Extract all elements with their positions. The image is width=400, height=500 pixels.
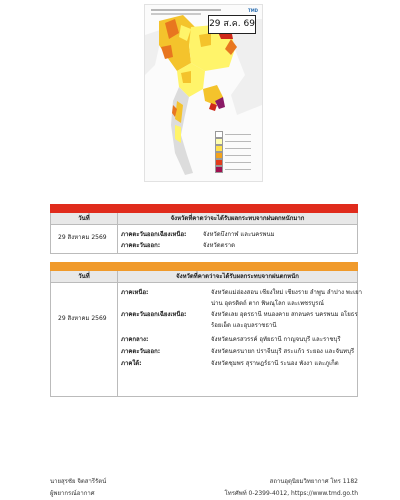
forecast-date: 29 สิงหาคม 2569: [58, 315, 107, 322]
table-body: [50, 283, 363, 397]
region-label: ภาคเหนือ:: [121, 289, 149, 296]
legend-swatch: [215, 131, 223, 138]
header-date: วันที่: [51, 271, 118, 282]
table-header: [50, 213, 358, 225]
table-header: [50, 271, 358, 283]
region-label: ภาคตะวันออกเฉียงเหนือ:: [121, 231, 187, 238]
tmd-logo: TMD: [247, 8, 258, 13]
legend-row: [215, 152, 255, 159]
forecast-date: 29 สิงหาคม 2569: [58, 234, 107, 241]
table-body: [50, 225, 358, 254]
region-label: ภาคตะวันออก:: [121, 242, 161, 249]
legend-row: [215, 159, 255, 166]
contact-info: โทรศัพท์ 0-2399-4012, https://www.tmd.go.th: [224, 490, 358, 497]
office-info: สถานอุตุนิยมวิทยากาศ โทร 1182: [269, 478, 358, 485]
region-label: ภาคตะวันออก:: [121, 348, 161, 355]
legend-swatch: [215, 166, 223, 173]
region-label: ภาคตะวันออกเฉียงเหนือ:: [121, 311, 187, 318]
forecaster-position: ผู้พยากรณ์อากาศ: [50, 490, 95, 497]
legend-swatch: [215, 152, 223, 159]
province-list: จังหวัดเลย อุดรธานี หนองคาย สกลนคร นครพนม อโยธร: [211, 311, 358, 318]
map-date-badge: 29 ส.ค. 69: [208, 15, 256, 34]
province-northeast-moderate: [199, 33, 211, 47]
province-list: ร้อยเอ็ด และอุบลราชธานี: [211, 322, 277, 329]
heavy-rain-table: [50, 262, 363, 397]
header-date: วันที่: [51, 213, 118, 224]
legend-swatch: [215, 138, 223, 145]
province-list: จังหวัดนครสวรรค์ อุทัยธานี กาญจนบุรี และราชบุรี: [211, 336, 341, 343]
legend-row: [215, 131, 255, 138]
province-north-heavy-2: [161, 45, 173, 59]
legend-row: [215, 166, 255, 173]
legend-row: [215, 138, 255, 145]
province-list: จังหวัดแม่ฮ่องสอน เชียงใหม่ เชียงราย ลำพูน ลำปาง พะเยา: [211, 289, 363, 296]
legend-row: [215, 145, 255, 152]
province-list: จังหวัดบึงกาฬ และนครพนม: [203, 231, 275, 238]
province-list: น่าน อุตรดิตถ์ ตาก พิษณุโลก และเพชรบูรณ์: [211, 300, 324, 307]
region-label: ภาคใต้:: [121, 360, 142, 367]
province-list: จังหวัดนครนายก ปราจีนบุรี สระแก้ว ระยอง และจันทบุรี: [211, 348, 355, 355]
region-south: [171, 87, 193, 175]
forecaster-name: นายสุรชัย จิตสารีรัตน์: [50, 478, 107, 485]
region-label: ภาคกลาง:: [121, 336, 149, 343]
legend-swatch: [215, 159, 223, 166]
legend-swatch: [215, 145, 223, 152]
header-provinces: จังหวัดที่คาดว่าจะได้รับผลกระทบจากฝนตกหนักมาก: [170, 215, 305, 222]
very-heavy-rain-color-bar: [50, 204, 358, 213]
very-heavy-rain-table: [50, 204, 358, 254]
heavy-rain-color-bar: [50, 262, 358, 271]
map-legend: [215, 131, 255, 173]
header-provinces: จังหวัดที่คาดว่าจะได้รับผลกระทบจากฝนตกหนัก: [176, 273, 299, 280]
province-list: จังหวัดตราด: [203, 242, 236, 249]
province-list: จังหวัดชุมพร สุราษฎร์ธานี ระนอง พังงา และภูเก็ต: [211, 360, 339, 367]
